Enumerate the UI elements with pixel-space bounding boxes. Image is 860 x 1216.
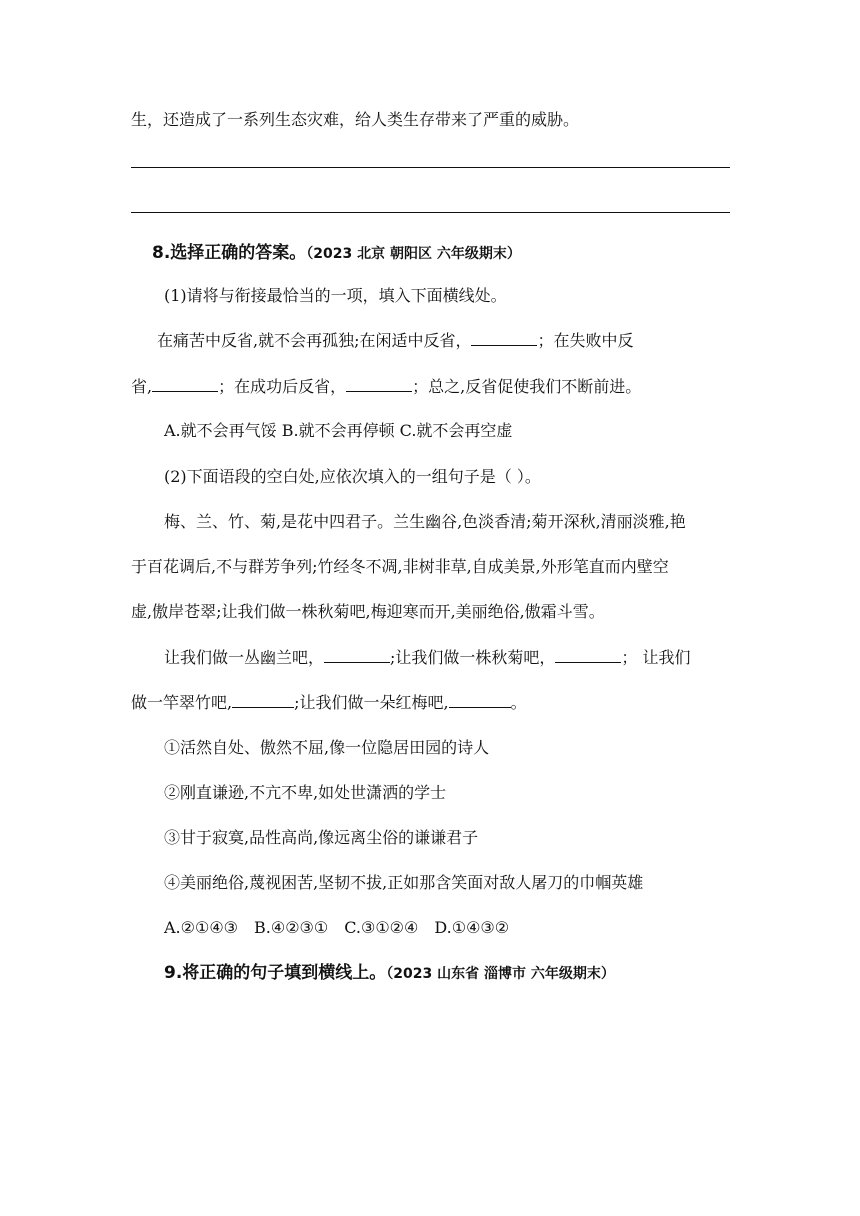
sentence-item-1: ①活然自处、傲然不屈,像一位隐居田园的诗人 bbox=[164, 738, 490, 757]
fill-blank bbox=[324, 647, 390, 663]
passage-text: 让我们做一丛幽兰吧， bbox=[164, 648, 325, 667]
passage-line: 于百花调后,不与群芳争列;竹经冬不凋,非树非草,自成美景,外形笔直而内壁空 bbox=[131, 557, 669, 576]
part-1-line-1 bbox=[157, 330, 634, 352]
passage-text: ； 让我们 bbox=[621, 648, 691, 667]
passage-text: 做一竿翠竹吧, bbox=[131, 693, 233, 712]
part-1-text: 省, bbox=[131, 377, 153, 396]
question-9-source: （2023 山东省 淄博市 六年级期末） bbox=[386, 966, 615, 982]
choice-d: D.①④③② bbox=[434, 918, 510, 937]
question-8-title: 8.选择正确的答案。 bbox=[152, 243, 307, 263]
fill-blank bbox=[449, 692, 511, 708]
choice-b: B.④②③① bbox=[254, 918, 329, 937]
choice-a: A.②①④③ bbox=[164, 918, 239, 937]
passage-text: ;让我们做一朵红梅吧, bbox=[294, 693, 449, 712]
passage-line: 虚,傲岸苍翠;让我们做一株秋菊吧,梅迎寒而开,美丽绝俗,傲霜斗雪。 bbox=[131, 602, 605, 621]
answer-line-2 bbox=[131, 212, 730, 213]
answer-choices bbox=[164, 917, 525, 939]
part-2-prompt: (2)下面语段的空白处,应依次填入的一组句子是（ ）。 bbox=[164, 467, 541, 486]
passage-text: ;让我们做一株秋菊吧， bbox=[390, 648, 556, 667]
part-1-options: A.就不会再气馁 B.就不会再停顿 C.就不会再空虚 bbox=[164, 421, 513, 440]
part-1-text: 在痛苦中反省,就不会再孤独;在闲适中反省， bbox=[157, 331, 472, 350]
passage-line bbox=[164, 647, 691, 669]
fill-blank bbox=[232, 692, 294, 708]
part-1-prompt: (1)请将与衔接最恰当的一项，填入下面横线处。 bbox=[164, 286, 507, 305]
fill-blank bbox=[471, 330, 537, 346]
question-8-heading bbox=[152, 242, 521, 265]
fill-blank bbox=[152, 376, 218, 392]
passage-line: 梅、兰、竹、菊,是花中四君子。兰生幽谷,色淡香清;菊开深秋,清丽淡雅,艳 bbox=[164, 512, 686, 531]
sentence-item-2: ②刚直谦逊,不亢不卑,如处世潇洒的学士 bbox=[164, 783, 447, 802]
continuation-text: 生，还造成了一系列生态灾难，给人类生存带来了严重的威胁。 bbox=[131, 110, 580, 129]
part-1-text: ；总之,反省促使我们不断前进。 bbox=[412, 377, 642, 396]
answer-line-1 bbox=[131, 167, 730, 168]
sentence-item-3: ③甘于寂寞,品性高尚,像远离尘俗的谦谦君子 bbox=[164, 828, 479, 847]
part-1-line-2 bbox=[131, 376, 641, 398]
fill-blank bbox=[346, 376, 412, 392]
question-9-title: 9.将正确的句子填到横线上。 bbox=[164, 963, 387, 983]
choice-c: C.③①②④ bbox=[344, 918, 419, 937]
passage-text: 。 bbox=[510, 693, 527, 712]
question-8-source: （2023 北京 朝阳区 六年级期末） bbox=[306, 246, 521, 262]
passage-line bbox=[131, 692, 527, 714]
fill-blank bbox=[555, 647, 621, 663]
part-1-text: ；在成功后反省， bbox=[218, 377, 347, 396]
part-1-text: ；在失败中反 bbox=[537, 331, 634, 350]
sentence-item-4: ④美丽绝俗,蔑视困苦,坚韧不拔,正如那含笑面对敌人屠刀的巾帼英雄 bbox=[164, 873, 644, 892]
question-9-heading bbox=[164, 962, 615, 985]
